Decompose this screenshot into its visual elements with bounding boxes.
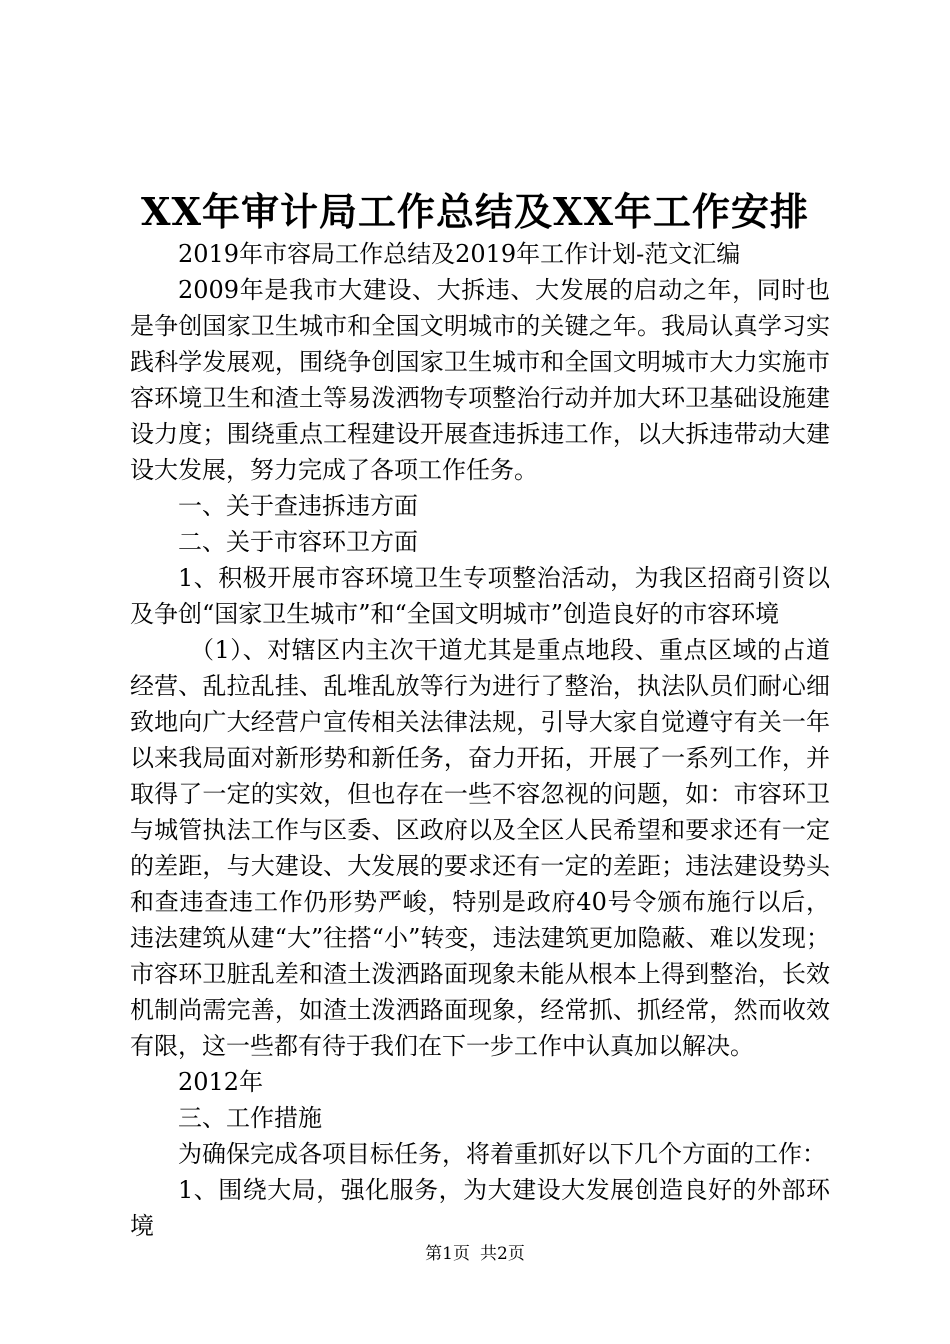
measure-1-paragraph: 1、围绕大局，强化服务，为大建设大发展创造良好的外部环境 <box>130 1176 830 1240</box>
document-body <box>130 236 830 1244</box>
section-heading-1: 一、关于查违拆违方面 <box>178 492 418 520</box>
year-line: 2012年 <box>178 1068 264 1096</box>
page-number: 第1页 <box>425 1244 470 1264</box>
item-1-paragraph: 1、积极开展市容环境卫生专项整治活动，为我区招商引资以及争创“国家卫生城市”和“全国文明城市”创造良好的市容环境 <box>130 564 830 628</box>
subtitle-paragraph: 2019年市容局工作总结及2019年工作计划-范文汇编 <box>178 240 741 268</box>
section-heading-2: 二、关于市容环卫方面 <box>178 528 418 556</box>
section-heading-3: 三、工作措施 <box>178 1104 322 1132</box>
page-total: 共2页 <box>480 1244 525 1264</box>
sub-item-1-paragraph: （1）、对辖区内主次干道尤其是重点地段、重点区域的占道经营、乱拉乱挂、乱堆乱放等行为进行了整治，执法队员们耐心细致地向广大经营户宣传相关法律法规，引导大家自觉遵守有关一年以来我局面对新形势和新任务，奋力开拓，开展了一系列工作，并取得了一定的实效，但也存在一些不容忽视的问题，如：市容环卫与城管执法工作与区委、区政府以及全区人民希望和要求还有一定的差距，与大建设、大发展的要求还有一定的差距；违法建设势头和查违查违工作仍形势严峻，特别是政府40号令颁布施行以后，违法建筑从建“大”往搭“小”转变，违法建筑更加隐蔽、难以发现；市容环卫脏乱差和渣土泼洒路面现象未能从根本上得到整治，长效机制尚需完善，如渣土泼洒路面现象，经常抓、抓经常，然而收效有限，这一些都有待于我们在下一步工作中认真加以解决。 <box>130 636 830 1060</box>
measures-intro-paragraph: 为确保完成各项目标任务，将着重抓好以下几个方面的工作： <box>178 1140 826 1168</box>
page-footer <box>0 1243 950 1265</box>
document-title: XX年审计局工作总结及XX年工作安排 <box>141 189 809 234</box>
intro-paragraph: 2009年是我市大建设、大拆违、大发展的启动之年，同时也是争创国家卫生城市和全国文明城市的关键之年。我局认真学习实践科学发展观，围绕争创国家卫生城市和全国文明城市大力实施市容环境卫生和渣土等易泼洒物专项整治行动并加大环卫基础设施建设力度；围绕重点工程建设开展查违拆违工作，以大拆违带动大建设大发展，努力完成了各项工作任务。 <box>130 276 830 484</box>
